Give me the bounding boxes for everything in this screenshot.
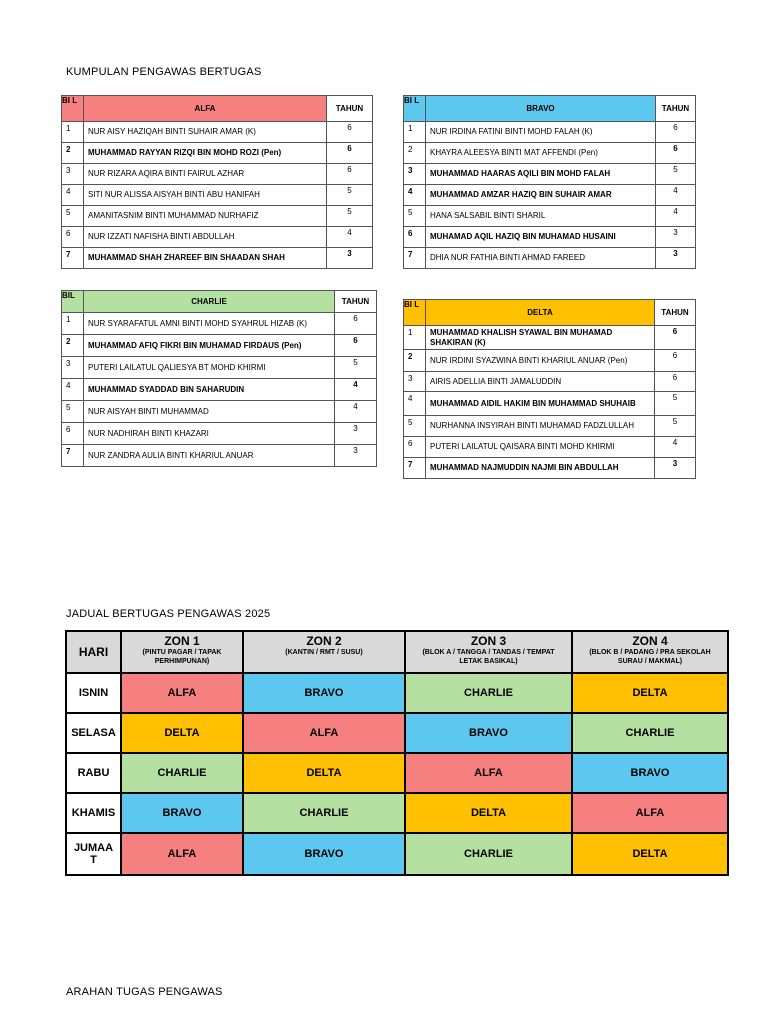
member-year: 5 <box>335 357 377 379</box>
member-year: 6 <box>327 122 373 143</box>
member-name: HANA SALSABIL BINTI SHARIL <box>426 206 656 227</box>
duties-heading: ARAHAN TUGAS PENGAWAS <box>66 986 223 998</box>
row-number: 6 <box>404 437 426 458</box>
day-cell: JUMAA T <box>66 833 121 875</box>
group-table-charlie <box>61 290 377 467</box>
member-name: DHIA NUR FATHIA BINTI AHMAD FAREED <box>426 248 656 269</box>
row-number: 5 <box>404 206 426 227</box>
bil-header: BI L <box>404 300 426 326</box>
assignment-cell: BRAVO <box>121 793 243 833</box>
group-table-delta <box>403 299 696 479</box>
member-name: MUHAMMAD SHAH ZHAREEF BIN SHAADAN SHAH <box>84 248 327 269</box>
assignment-cell: CHARLIE <box>405 833 572 875</box>
hari-header: HARI <box>66 631 121 673</box>
member-name: PUTERI LAILATUL QAISARA BINTI MOHD KHIRMI <box>426 437 655 458</box>
zone-title: ZON 2 <box>306 634 342 648</box>
assignment-cell: ALFA <box>121 673 243 713</box>
member-year: 5 <box>656 164 696 185</box>
zone-header <box>405 631 572 673</box>
member-name: MUHAMMAD AMZAR HAZIQ BIN SUHAIR AMAR <box>426 185 656 206</box>
groups-heading: KUMPULAN PENGAWAS BERTUGAS <box>66 66 262 78</box>
row-number: 4 <box>404 185 426 206</box>
row-number: 1 <box>404 122 426 143</box>
assignment-cell: BRAVO <box>243 673 405 713</box>
member-year: 4 <box>656 185 696 206</box>
member-name: AIRIS ADELLIA BINTI JAMALUDDIN <box>426 372 655 392</box>
row-number: 1 <box>62 313 84 335</box>
member-name: MUHAMMAD HAARAS AQILI BIN MOHD FALAH <box>426 164 656 185</box>
member-name: KHAYRA ALEESYA BINTI MAT AFFENDI (Pen) <box>426 143 656 164</box>
member-year: 4 <box>327 227 373 248</box>
zone-subtitle: (PINTU PAGAR / TAPAK PERHIMPUNAN) <box>142 649 222 665</box>
day-cell: KHAMIS <box>66 793 121 833</box>
group-table-bravo <box>403 95 696 269</box>
member-year: 5 <box>655 392 696 416</box>
member-year: 3 <box>335 445 377 467</box>
group-name-header: CHARLIE <box>84 291 335 313</box>
member-year: 3 <box>327 248 373 269</box>
member-year: 3 <box>656 227 696 248</box>
row-number: 5 <box>62 401 84 423</box>
assignment-cell: BRAVO <box>243 833 405 875</box>
member-name: NURHANNA INSYIRAH BINTI MUHAMAD FADZLULLAH <box>426 416 655 437</box>
assignment-cell: ALFA <box>405 753 572 793</box>
zone-header <box>572 631 728 673</box>
member-name: NUR IZZATI NAFISHA BINTI ABDULLAH <box>84 227 327 248</box>
bil-header: BIL <box>62 291 84 313</box>
row-number: 2 <box>62 143 84 164</box>
member-year: 6 <box>655 350 696 372</box>
row-number: 3 <box>62 357 84 379</box>
member-year: 4 <box>335 401 377 423</box>
group-name-header: ALFA <box>84 96 327 122</box>
row-number: 4 <box>404 392 426 416</box>
zone-subtitle: (BLOK A / TANGGA / TANDAS / TEMPAT LETAK BASIKAL) <box>422 649 555 665</box>
assignment-cell: CHARLIE <box>405 673 572 713</box>
group-name-header: BRAVO <box>426 96 656 122</box>
member-name: NUR NADHIRAH BINTI KHAZARI <box>84 423 335 445</box>
member-name: NUR IRDINA FATINI BINTI MOHD FALAH (K) <box>426 122 656 143</box>
row-number: 6 <box>62 423 84 445</box>
assignment-cell: DELTA <box>405 793 572 833</box>
assignment-cell: ALFA <box>243 713 405 753</box>
assignment-cell: BRAVO <box>572 753 728 793</box>
row-number: 6 <box>62 227 84 248</box>
assignment-cell: DELTA <box>243 753 405 793</box>
row-number: 7 <box>62 445 84 467</box>
member-year: 6 <box>335 335 377 357</box>
member-year: 3 <box>335 423 377 445</box>
member-name: MUHAMAD AQIL HAZIQ BIN MUHAMAD HUSAINI <box>426 227 656 248</box>
member-year: 6 <box>656 122 696 143</box>
day-cell: ISNIN <box>66 673 121 713</box>
member-name: NUR AISYAH BINTI MUHAMMAD <box>84 401 335 423</box>
member-name: PUTERI LAILATUL QALIESYA BT MOHD KHIRMI <box>84 357 335 379</box>
member-name: MUHAMMAD KHALISH SYAWAL BIN MUHAMAD SHAKIRAN (K) <box>426 326 655 350</box>
zone-subtitle: (KANTIN / RMT / SUSU) <box>285 649 363 656</box>
member-name: NUR IRDINI SYAZWINA BINTI KHARIUL ANUAR (Pen) <box>426 350 655 372</box>
assignment-cell: CHARLIE <box>243 793 405 833</box>
tahun-header: TAHUN <box>655 300 696 326</box>
assignment-cell: CHARLIE <box>121 753 243 793</box>
bil-header: BI L <box>404 96 426 122</box>
row-number: 2 <box>404 350 426 372</box>
assignment-cell: DELTA <box>572 673 728 713</box>
row-number: 2 <box>404 143 426 164</box>
member-name: NUR AISY HAZIQAH BINTI SUHAIR AMAR (K) <box>84 122 327 143</box>
member-year: 5 <box>655 416 696 437</box>
member-name: MUHAMMAD AIDIL HAKIM BIN MUHAMMAD SHUHAIB <box>426 392 655 416</box>
assignment-cell: BRAVO <box>405 713 572 753</box>
row-number: 4 <box>62 185 84 206</box>
row-number: 6 <box>404 227 426 248</box>
zone-header <box>243 631 405 673</box>
row-number: 5 <box>404 416 426 437</box>
assignment-cell: DELTA <box>121 713 243 753</box>
assignment-cell: ALFA <box>121 833 243 875</box>
member-name: MUHAMMAD SYADDAD BIN SAHARUDIN <box>84 379 335 401</box>
member-name: MUHAMMAD NAJMUDDIN NAJMI BIN ABDULLAH <box>426 458 655 479</box>
member-name: NUR SYARAFATUL AMNI BINTI MOHD SYAHRUL HIZAB (K) <box>84 313 335 335</box>
zone-header <box>121 631 243 673</box>
member-year: 6 <box>327 143 373 164</box>
tahun-header: TAHUN <box>327 96 373 122</box>
member-year: 6 <box>327 164 373 185</box>
row-number: 3 <box>404 164 426 185</box>
day-cell: SELASA <box>66 713 121 753</box>
group-table-alfa <box>61 95 373 269</box>
member-year: 6 <box>656 143 696 164</box>
group-name-header: DELTA <box>426 300 655 326</box>
row-number: 5 <box>62 206 84 227</box>
row-number: 7 <box>62 248 84 269</box>
member-year: 4 <box>655 437 696 458</box>
day-cell: RABU <box>66 753 121 793</box>
tahun-header: TAHUN <box>335 291 377 313</box>
zone-subtitle: (BLOK B / PADANG / PRA SEKOLAH SURAU / MAKMAL) <box>589 649 711 665</box>
zone-title: ZON 4 <box>632 634 668 648</box>
member-name: AMANITASNIM BINTI MUHAMMAD NURHAFIZ <box>84 206 327 227</box>
assignment-cell: CHARLIE <box>572 713 728 753</box>
row-number: 1 <box>404 326 426 350</box>
row-number: 7 <box>404 458 426 479</box>
tahun-header: TAHUN <box>656 96 696 122</box>
member-year: 4 <box>656 206 696 227</box>
member-year: 6 <box>655 372 696 392</box>
zone-title: ZON 1 <box>164 634 200 648</box>
assignment-cell: DELTA <box>572 833 728 875</box>
member-name: MUHAMMAD RAYYAN RIZQI BIN MOHD ROZI (Pen) <box>84 143 327 164</box>
member-name: NUR ZANDRA AULIA BINTI KHARIUL ANUAR <box>84 445 335 467</box>
row-number: 3 <box>404 372 426 392</box>
duty-schedule-table <box>65 630 729 876</box>
schedule-heading: JADUAL BERTUGAS PENGAWAS 2025 <box>66 608 271 620</box>
member-year: 4 <box>335 379 377 401</box>
member-year: 3 <box>656 248 696 269</box>
zone-title: ZON 3 <box>470 634 507 648</box>
row-number: 1 <box>62 122 84 143</box>
bil-header: BI L <box>62 96 84 122</box>
member-name: MUHAMMAD AFIQ FIKRI BIN MUHAMAD FIRDAUS (Pen) <box>84 335 335 357</box>
row-number: 7 <box>404 248 426 269</box>
row-number: 3 <box>62 164 84 185</box>
member-year: 6 <box>335 313 377 335</box>
member-name: SITI NUR ALISSA AISYAH BINTI ABU HANIFAH <box>84 185 327 206</box>
member-year: 3 <box>655 458 696 479</box>
row-number: 2 <box>62 335 84 357</box>
member-year: 6 <box>655 326 696 350</box>
member-name: NUR RIZARA AQIRA BINTI FAIRUL AZHAR <box>84 164 327 185</box>
member-year: 5 <box>327 185 373 206</box>
assignment-cell: ALFA <box>572 793 728 833</box>
row-number: 4 <box>62 379 84 401</box>
member-year: 5 <box>327 206 373 227</box>
